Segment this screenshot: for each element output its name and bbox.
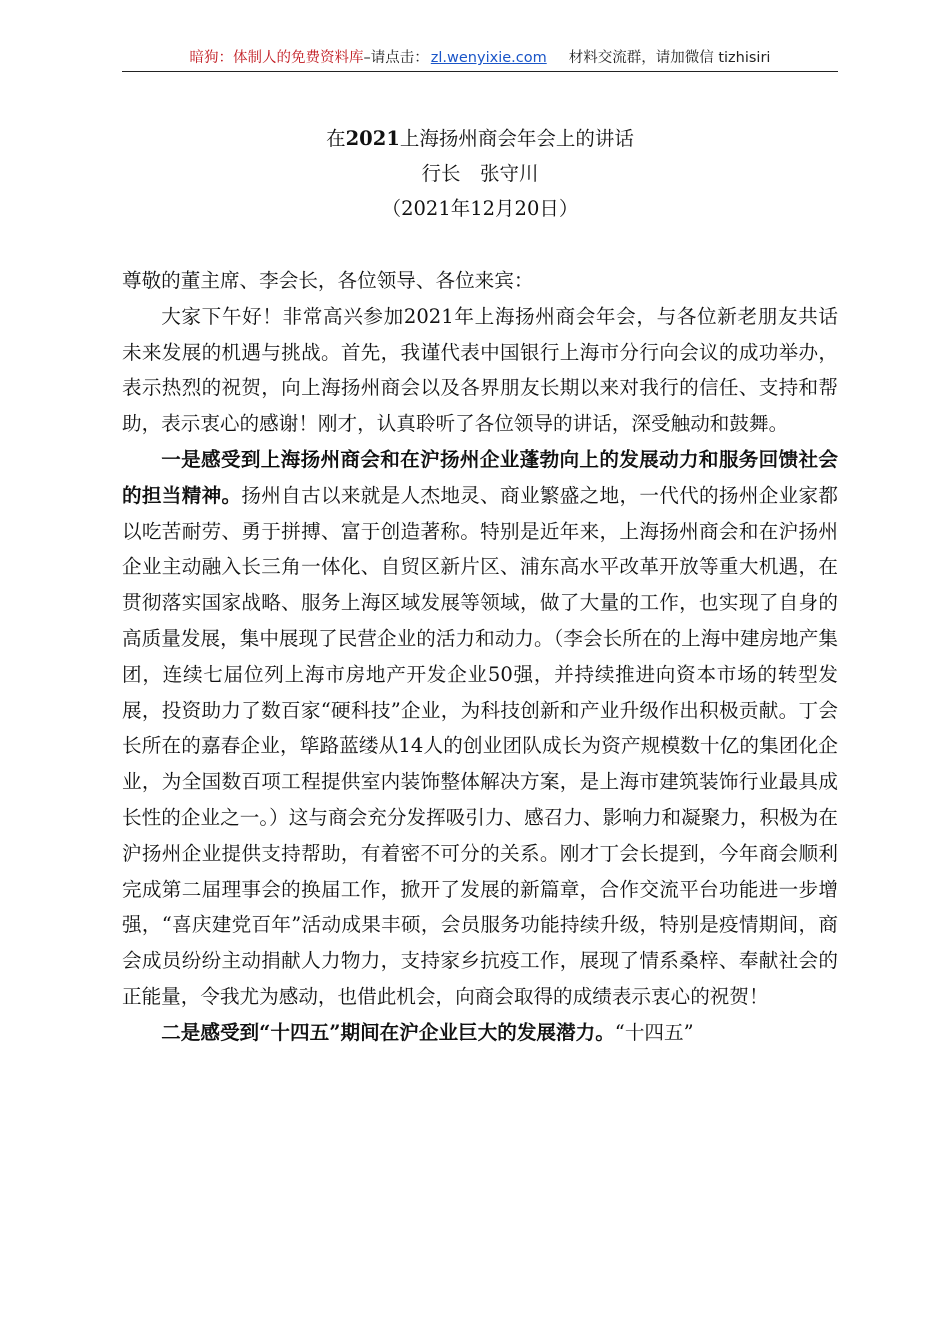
paragraph-opening: 大家下午好！非常高兴参加2021年上海扬州商会年会，与各位新老朋友共话未来发展的机遇与挑战。首先，我谨代表中国银行上海市分行向会议的成功举办，表示热烈的祝贺，向上海扬州商会以及各界朋友长期以来对我行的信任、支持和帮助，表示衷心的感谢！刚才，认真聆听了各位领导的讲话，深受触动和鼓舞。 bbox=[122, 304, 838, 436]
page-header bbox=[122, 47, 838, 69]
title-block bbox=[122, 121, 838, 226]
point-one-heading: 一是感受到上海扬州商会和在沪扬州企业蓬勃向上的发展动力和服务回馈社会的担当精神。 bbox=[122, 447, 838, 507]
point-two-text: “十四五” bbox=[614, 1020, 694, 1044]
header-divider bbox=[122, 71, 838, 72]
header-group-note: 材料交流群，请加微信 tizhisiri bbox=[568, 50, 771, 66]
header-brand: 暗狗：体制人的免费资料库 bbox=[189, 50, 364, 66]
paragraph-point-one bbox=[122, 442, 838, 1015]
salutation: 尊敬的董主席、李会长，各位领导、各位来宾： bbox=[122, 269, 534, 292]
title-rest: 上海扬州商会年会上的讲话 bbox=[399, 127, 634, 150]
date-line: （2021年12月20日） bbox=[381, 197, 579, 220]
document-body bbox=[122, 263, 838, 1051]
title-year: 2021 bbox=[345, 127, 400, 150]
speaker-line: 行长 张守川 bbox=[421, 162, 539, 185]
paragraph-point-two bbox=[122, 1015, 838, 1051]
title-prefix: 在 bbox=[326, 127, 346, 150]
point-two-heading: 二是感受到“十四五”期间在沪企业巨大的发展潜力。 bbox=[161, 1020, 615, 1044]
header-link[interactable]: zl.wenyixie.com bbox=[430, 50, 547, 66]
document-title bbox=[122, 121, 838, 156]
header-prompt: –请点击： bbox=[363, 50, 429, 66]
point-one-text: 扬州自古以来就是人杰地灵、商业繁盛之地，一代代的扬州企业家都以吃苦耐劳、勇于拼搏、富于创造著称。特别是近年来，上海扬州商会和在沪扬州企业主动融入长三角一体化、自贸区新片区、浦东高水平改革开放等重大机遇，在贯彻落实国家战略、服务上海区域发展等领域，做了大量的工作，也实现了自身的高质量发展，集中展现了民营企业的活力和动力。（李会长所在的上海中建房地产集团，连续七届位列上海市房地产开发企业50强，并持续推进向资本市场的转型发展，投资助力了数百家“硬科技”企业，为科技创新和产业升级作出积极贡献。丁会长所在的嘉春企业，筚路蓝缕从14人的创业团队成长为资产规模数十亿的集团化企业，为全国数百项工程提供室内装饰整体解决方案，是上海市建筑装饰行业最具成长性的企业之一。）这与商会充分发挥吸引力、感召力、影响力和凝聚力，积极为在沪扬州企业提供支持帮助，有着密不可分的关系。刚才丁会长提到，今年商会顺利完成第二届理事会的换届工作，掀开了发展的新篇章，合作交流平台功能进一步增强，“喜庆建党百年”活动成果丰硕，会员服务功能持续升级，特别是疫情期间，商会成员纷纷主动捐献人力物力，支持家乡抗疫工作，展现了情系桑梓、奉献社会的正能量，令我尤为感动，也借此机会，向商会取得的成绩表示衷心的祝贺！ bbox=[122, 483, 839, 1008]
